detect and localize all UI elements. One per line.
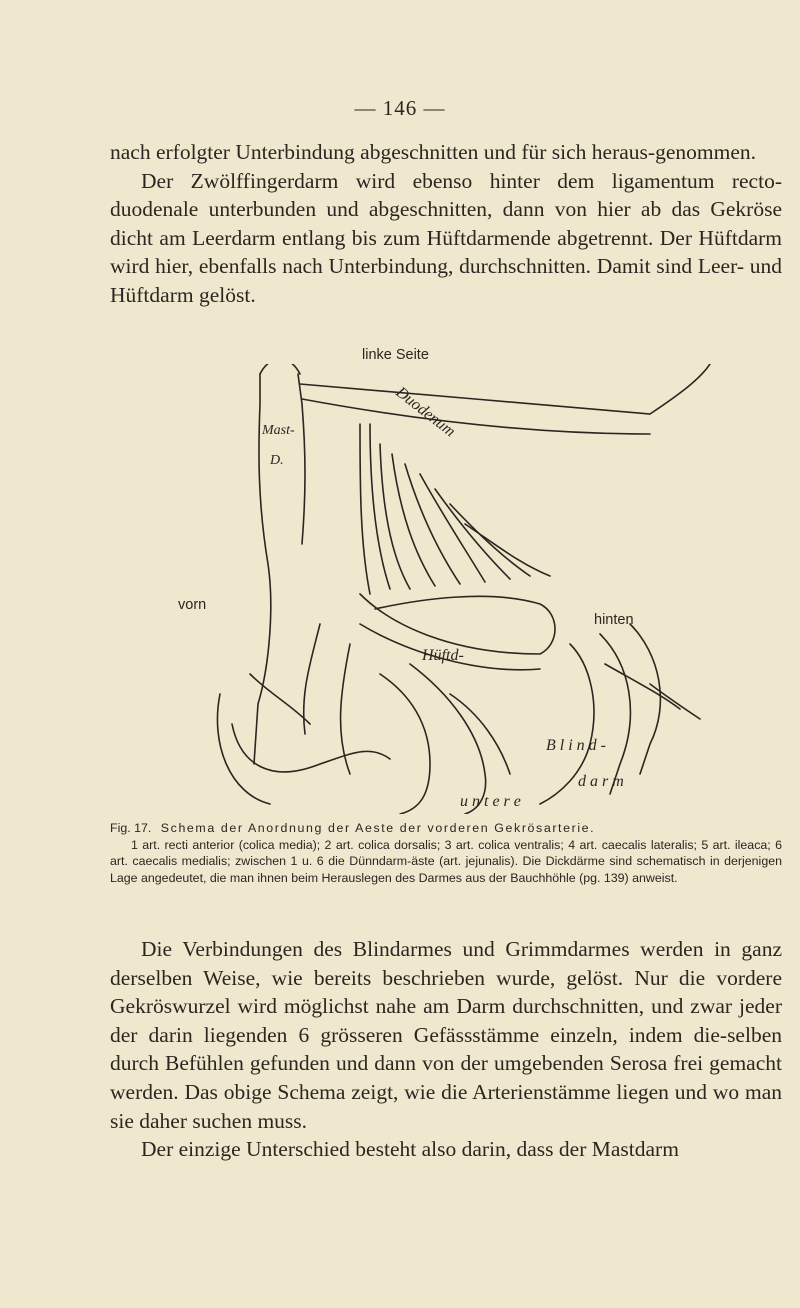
paragraph: Die Verbindungen des Blindarmes und Grimmdarmes werden in ganz derselben Weise, wie bereits beschrieben wurde, gelöst. Nur die vordere Gekröswurzel wird möglichst nahe am Darm durchschnitten, und zwar jeder der darin liegenden 6 grösseren Gefässstämme einzeln, indem die-selben durch Befühlen gefunden und dann von der umgebenden Serosa frei gemacht werden. Das obige Schema zeigt, wie die Arterienstämme liegen und wo man sie daher suchen muss. — [110, 937, 782, 1133]
duodenum-arc — [300, 364, 710, 414]
label-blind: B l i n d - — [546, 737, 606, 754]
label-huftd: Hüftd- — [422, 647, 464, 664]
duodenum-arc-inner — [302, 399, 650, 434]
paragraph: Der Zwölffingerdarm wird ebenso hinter dem ligamentum recto-duodenale unterbunden und abgeschnitten, dann von hier ab das Gekröse dicht am Leerdarm entlang bis zum Hüftdarmende abgetrennt. Der Hüftdarm wird hier, ebenfalls nach Unterbindung, durchschnitten. Damit sind Leer- und Hüftdarm gelöst. — [110, 168, 782, 307]
caption-title-line — [110, 820, 782, 837]
label-unterer: u n t e r e — [460, 793, 521, 810]
paragraph: nach erfolgter Unterbindung abgeschnitten und für sich heraus-genommen. — [110, 140, 756, 164]
figure-label-front: vorn — [178, 597, 207, 613]
figure-number: Fig. 17. — [110, 821, 152, 835]
text-block-bottom — [110, 935, 782, 1164]
rectum-top-curve — [260, 364, 300, 374]
ileum-loop — [360, 594, 555, 654]
figure-title: Schema der Anordnung der Aeste der vorderen Gekrösarterie. — [160, 821, 596, 835]
colon-loop-center — [380, 674, 430, 814]
label-mast: Mast- — [262, 423, 295, 438]
text-block-top — [110, 138, 782, 310]
artery-schema-figure — [210, 364, 730, 814]
vessel-fan — [360, 424, 370, 594]
label-darm: d a r m — [578, 773, 624, 790]
figure-caption — [110, 820, 782, 886]
label-duodenum: Duodenum — [392, 383, 459, 441]
page-number: — 146 — — [354, 96, 446, 120]
figure-label-left-side: linke Seite — [362, 347, 429, 363]
figure-description: 1 art. recti anterior (colica media); 2 art. colica dorsalis; 3 art. colica ventralis; 4 art. caecalis lateralis; 5 art. ileaca; 6 art. caecalis medialis; zwischen 1 u. 6 die Dünndarm-äste (art. jejunalis). Die Dickdärme sind schematisch in derjenigen Lage angedeutet, die man ihnen beim Herauslegen des Darmes aus der Bauchhöhle (pg. 139) anweist. — [110, 837, 782, 885]
label-d: D. — [270, 453, 284, 468]
figure-label-back: hinten — [594, 612, 634, 628]
paragraph: Der einzige Unterschied besteht also darin, dass der Mastdarm — [141, 1137, 679, 1162]
